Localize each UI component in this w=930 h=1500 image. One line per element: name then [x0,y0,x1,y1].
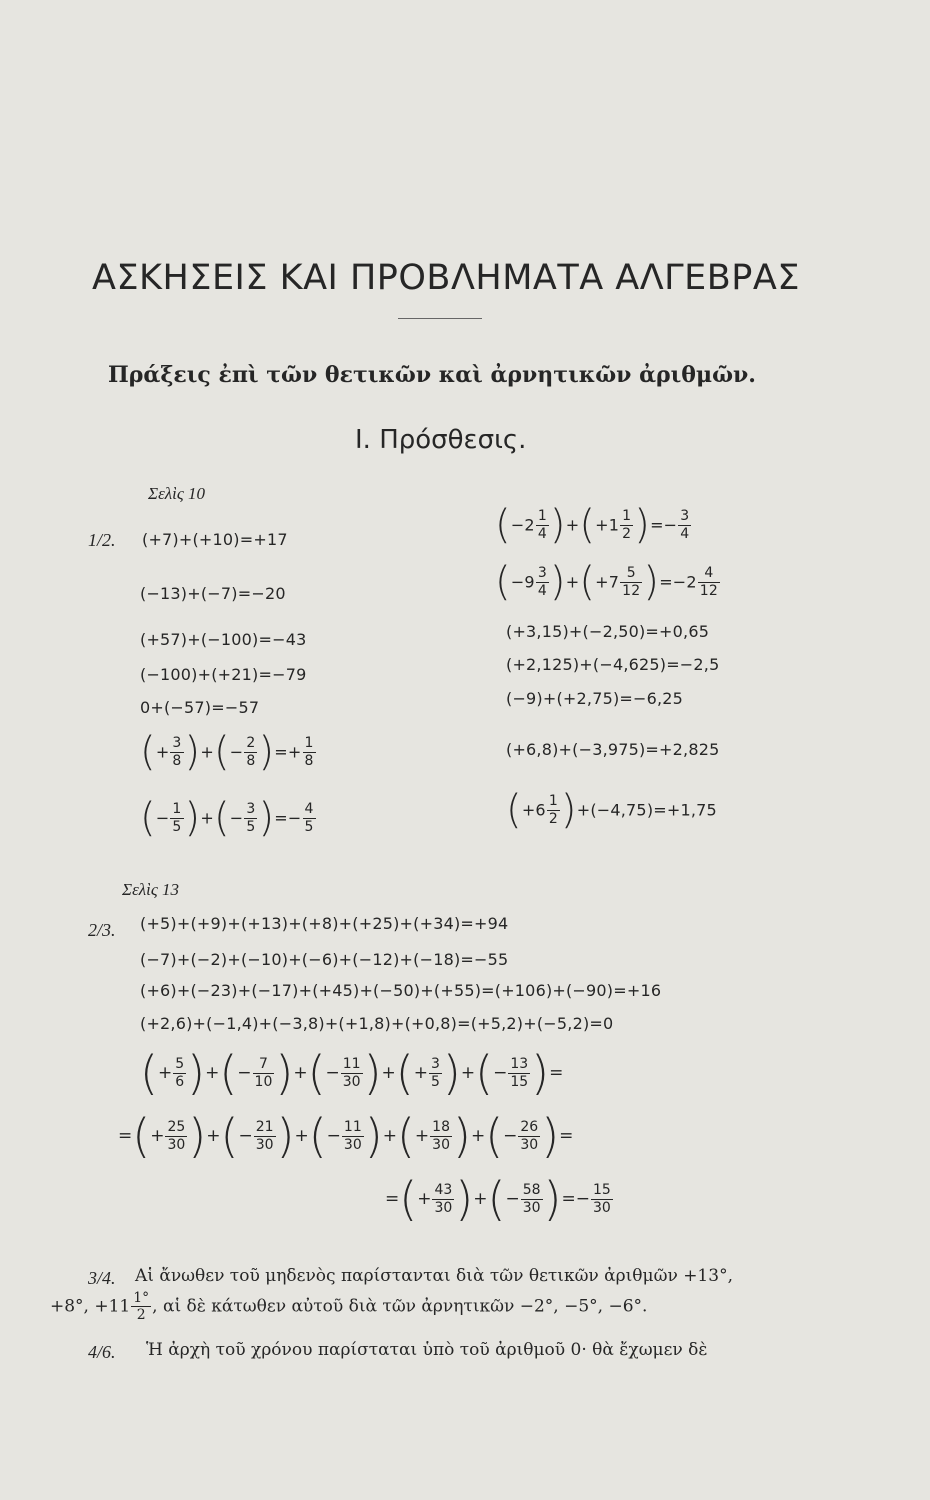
exercise-number: 3/4. [88,1268,116,1288]
equation: (−9)+(+2,75)=−6,25 [506,689,684,708]
section-heading: Ι. Πρόσθεσις. [355,425,527,455]
fraction-sum-row-2: =(+ $\frac{25}{30}$ )+(− $\frac{21}{30}$ )+(− $\frac{11}{30}$ )+(+ $\frac{18}{30}$ )+(− $\frac{26}{30}$ )= [118,1109,574,1163]
fraction-sum-row-1: (+ $\frac{5}{6}$ )+(− $\frac{7}{10}$ )+(− $\frac{11}{30}$ )+(+ $\frac{3}{5}$ )+(− $\frac{13}{15}$ )= [140,1046,564,1100]
fraction-sum-row-3: =(+ $\frac{43}{30}$ )+(− $\frac{58}{30}$ )=− $\frac{15}{30}$ [385,1172,611,1226]
equation: (+5)+(+9)+(+13)+(+8)+(+25)+(+34)=+94 [140,914,509,933]
equation: (−13)+(−7)=−20 [140,584,286,603]
fraction-equation: (+6 $\frac{1}{2}$ )+(−4,75)=+1,75 [506,787,717,833]
chapter-subtitle: Πράξεις ἐπὶ τῶν θετικῶν καὶ ἀρνητικῶν ἀριθμῶν. [108,362,756,388]
exercise-number: 2/3. [88,920,116,940]
fraction-equation: (− $\frac{1}{5}$ )+(− $\frac{3}{5}$ )=− $\frac{4}{5}$ [140,795,314,841]
fraction-equation: (−2 $\frac{1}{4}$ )+(+1 $\frac{1}{2}$ )=− $\frac{3}{4}$ [495,502,690,548]
equation: (+2,125)+(−4,625)=−2,5 [506,655,720,674]
equation: (+57)+(−100)=−43 [140,630,307,649]
equation: (+2,6)+(−1,4)+(−3,8)+(+1,8)+(+0,8)=(+5,2)+(−5,2)=0 [140,1014,614,1033]
fraction-equation: (−9 $\frac{3}{4}$ )+(+7 $\frac{5}{12}$ )=−2 $\frac{4}{12}$ [495,559,718,605]
exercise-text: Αἱ ἄνωθεν τοῦ μηδενὸς παρίστανται διὰ τῶν θετικῶν ἀριθμῶν +13°, [135,1266,733,1286]
equation: (−100)+(+21)=−79 [140,665,307,684]
title-divider [398,318,482,319]
equation: (−7)+(−2)+(−10)+(−6)+(−12)+(−18)=−55 [140,950,509,969]
page-title: ΑΣΚΗΣΕΙΣ ΚΑΙ ΠΡΟΒΛΗΜΑΤΑ ΑΛΓΕΒΡΑΣ [92,258,800,298]
equation: 0+(−57)=−57 [140,698,260,717]
page-reference-10: Σελὶς 10 [148,484,206,503]
page-reference-13: Σελὶς 13 [122,880,180,899]
equation: (+6,8)+(−3,975)=+2,825 [506,740,720,759]
exercise-number: 4/6. [88,1342,116,1362]
equation: (+7)+(+10)=+17 [142,530,288,549]
equation: (+3,15)+(−2,50)=+0,65 [506,622,710,641]
fraction-equation: (+ $\frac{3}{8}$ )+(− $\frac{2}{8}$ )=+ $\frac{1}{8}$ [140,729,314,775]
equation: (+6)+(−23)+(−17)+(+45)+(−50)+(+55)=(+106)+(−90)=+16 [140,981,662,1000]
exercise-text: +8°, +11 $\frac{1^\circ}{2}$ , αἱ δὲ κάτωθεν αὐτοῦ διὰ τῶν ἀρνητικῶν −2°, −5°, −6°. [50,1290,648,1324]
exercise-number: 1/2. [88,530,116,550]
exercise-text: Ἡ ἀρχὴ τοῦ χρόνου παρίσταται ὑπὸ τοῦ ἀριθμοῦ 0· θὰ ἔχωμεν δὲ [146,1340,708,1360]
